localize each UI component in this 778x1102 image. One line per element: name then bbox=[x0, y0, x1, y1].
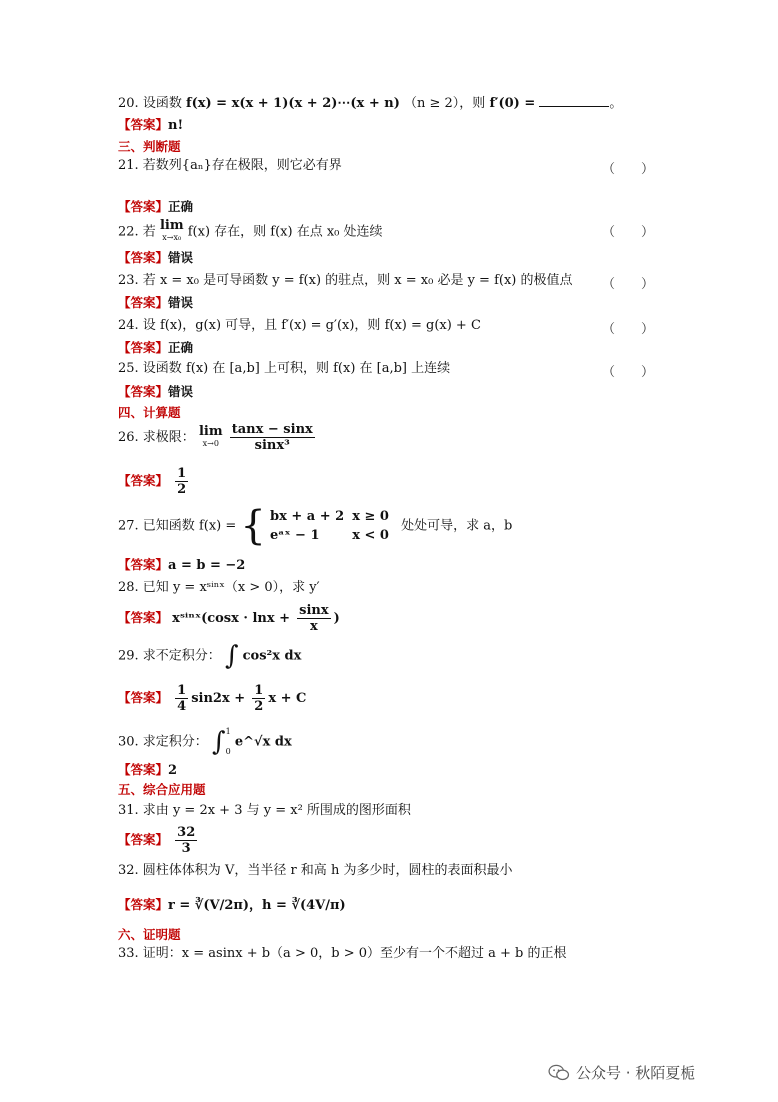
question-22: 22. 若 lim x→x₀ f(x) 存在，则 f(x) 在点 x₀ 处连续 bbox=[118, 218, 383, 242]
question-31: 31. 求由 y = 2x + 3 与 y = x² 所围成的图形面积 bbox=[118, 803, 411, 818]
answer-31: 【答案】 $\frac{32}{3}$ bbox=[118, 825, 196, 856]
question-27: 27. 已知函数 f(x) = { bx + a + 2 x ≥ 0 eᵃˣ − 1 x < 0 处处可导，求 a，b bbox=[118, 503, 513, 549]
question-25: 25. 设函数 f(x) 在 [a,b] 上可积，则 f(x) 在 [a,b] 上连续 bbox=[118, 361, 451, 376]
answer-28: 【答案】 xˢⁱⁿˣ(cosx · lnx + $\frac{\sin x}{x}$ ) bbox=[118, 603, 340, 634]
wechat-icon bbox=[548, 1064, 570, 1082]
answer-blank bbox=[539, 94, 609, 107]
section-5-heading: 五、综合应用题 bbox=[118, 782, 206, 797]
answer-20: 【答案】n! bbox=[118, 117, 184, 133]
answer-27: 【答案】a = b = −2 bbox=[118, 557, 246, 573]
question-20: 20. 设函数 f(x) = x(x + 1)(x + 2)⋯(x + n) （n ≥ 2），则 f′(0) = 。 bbox=[118, 96, 623, 111]
answer-22: 【答案】错误 bbox=[118, 250, 194, 265]
answer-paren-22: （ ） bbox=[602, 225, 655, 240]
question-21: 21. 若数列{aₙ}存在极限，则它必有界 bbox=[118, 158, 342, 173]
section-4-heading: 四、计算题 bbox=[118, 405, 181, 420]
answer-21: 【答案】正确 bbox=[118, 199, 194, 214]
answer-paren-23: （ ） bbox=[602, 277, 655, 292]
answer-23: 【答案】错误 bbox=[118, 295, 194, 310]
answer-25: 【答案】错误 bbox=[118, 384, 194, 399]
answer-paren-24: （ ） bbox=[602, 322, 655, 337]
section-3-heading: 三、判断题 bbox=[118, 139, 181, 154]
question-29: 29. 求不定积分： ∫ cos²x dx bbox=[118, 641, 302, 671]
question-24: 24. 设 f(x)，g(x) 可导，且 f′(x) = g′(x)，则 f(x) = g(x) + C bbox=[118, 318, 481, 333]
question-30: 30. 求定积分： ∫ 1 0 e^√x dx bbox=[118, 727, 292, 757]
question-28: 28. 已知 y = xˢⁱⁿˣ（x > 0），求 y′ bbox=[118, 580, 320, 595]
question-23: 23. 若 x = x₀ 是可导函数 y = f(x) 的驻点，则 x = x₀ 必是 y = f(x) 的极值点 bbox=[118, 273, 573, 288]
answer-paren-21: （ ） bbox=[602, 162, 655, 177]
answer-30: 【答案】2 bbox=[118, 762, 178, 778]
answer-paren-25: （ ） bbox=[602, 365, 655, 380]
question-26: 26. 求极限： lim x→0 $\frac{\tan x - \sin x}{\text{sinx³}}$ bbox=[118, 422, 313, 453]
answer-32: 【答案】r = ∛(V/2π)，h = ∛(4V/π) bbox=[118, 897, 346, 913]
question-32: 32. 圆柱体体积为 V，当半径 r 和高 h 为多少时，圆柱的表面积最小 bbox=[118, 863, 513, 878]
watermark: 公众号 · 秋陌夏栀 bbox=[548, 1062, 695, 1083]
section-6-heading: 六、证明题 bbox=[118, 927, 181, 942]
answer-29: 【答案】 $\frac{1}{4}$ sin2x + $\frac{1}{2}$ x + C bbox=[118, 683, 307, 714]
answer-24: 【答案】正确 bbox=[118, 340, 194, 355]
answer-26: 【答案】 $\frac{1}{2}$ bbox=[118, 466, 187, 497]
question-33: 33. 证明：x = asinx + b（a > 0，b > 0）至少有一个不超过 a + b 的正根 bbox=[118, 946, 567, 961]
